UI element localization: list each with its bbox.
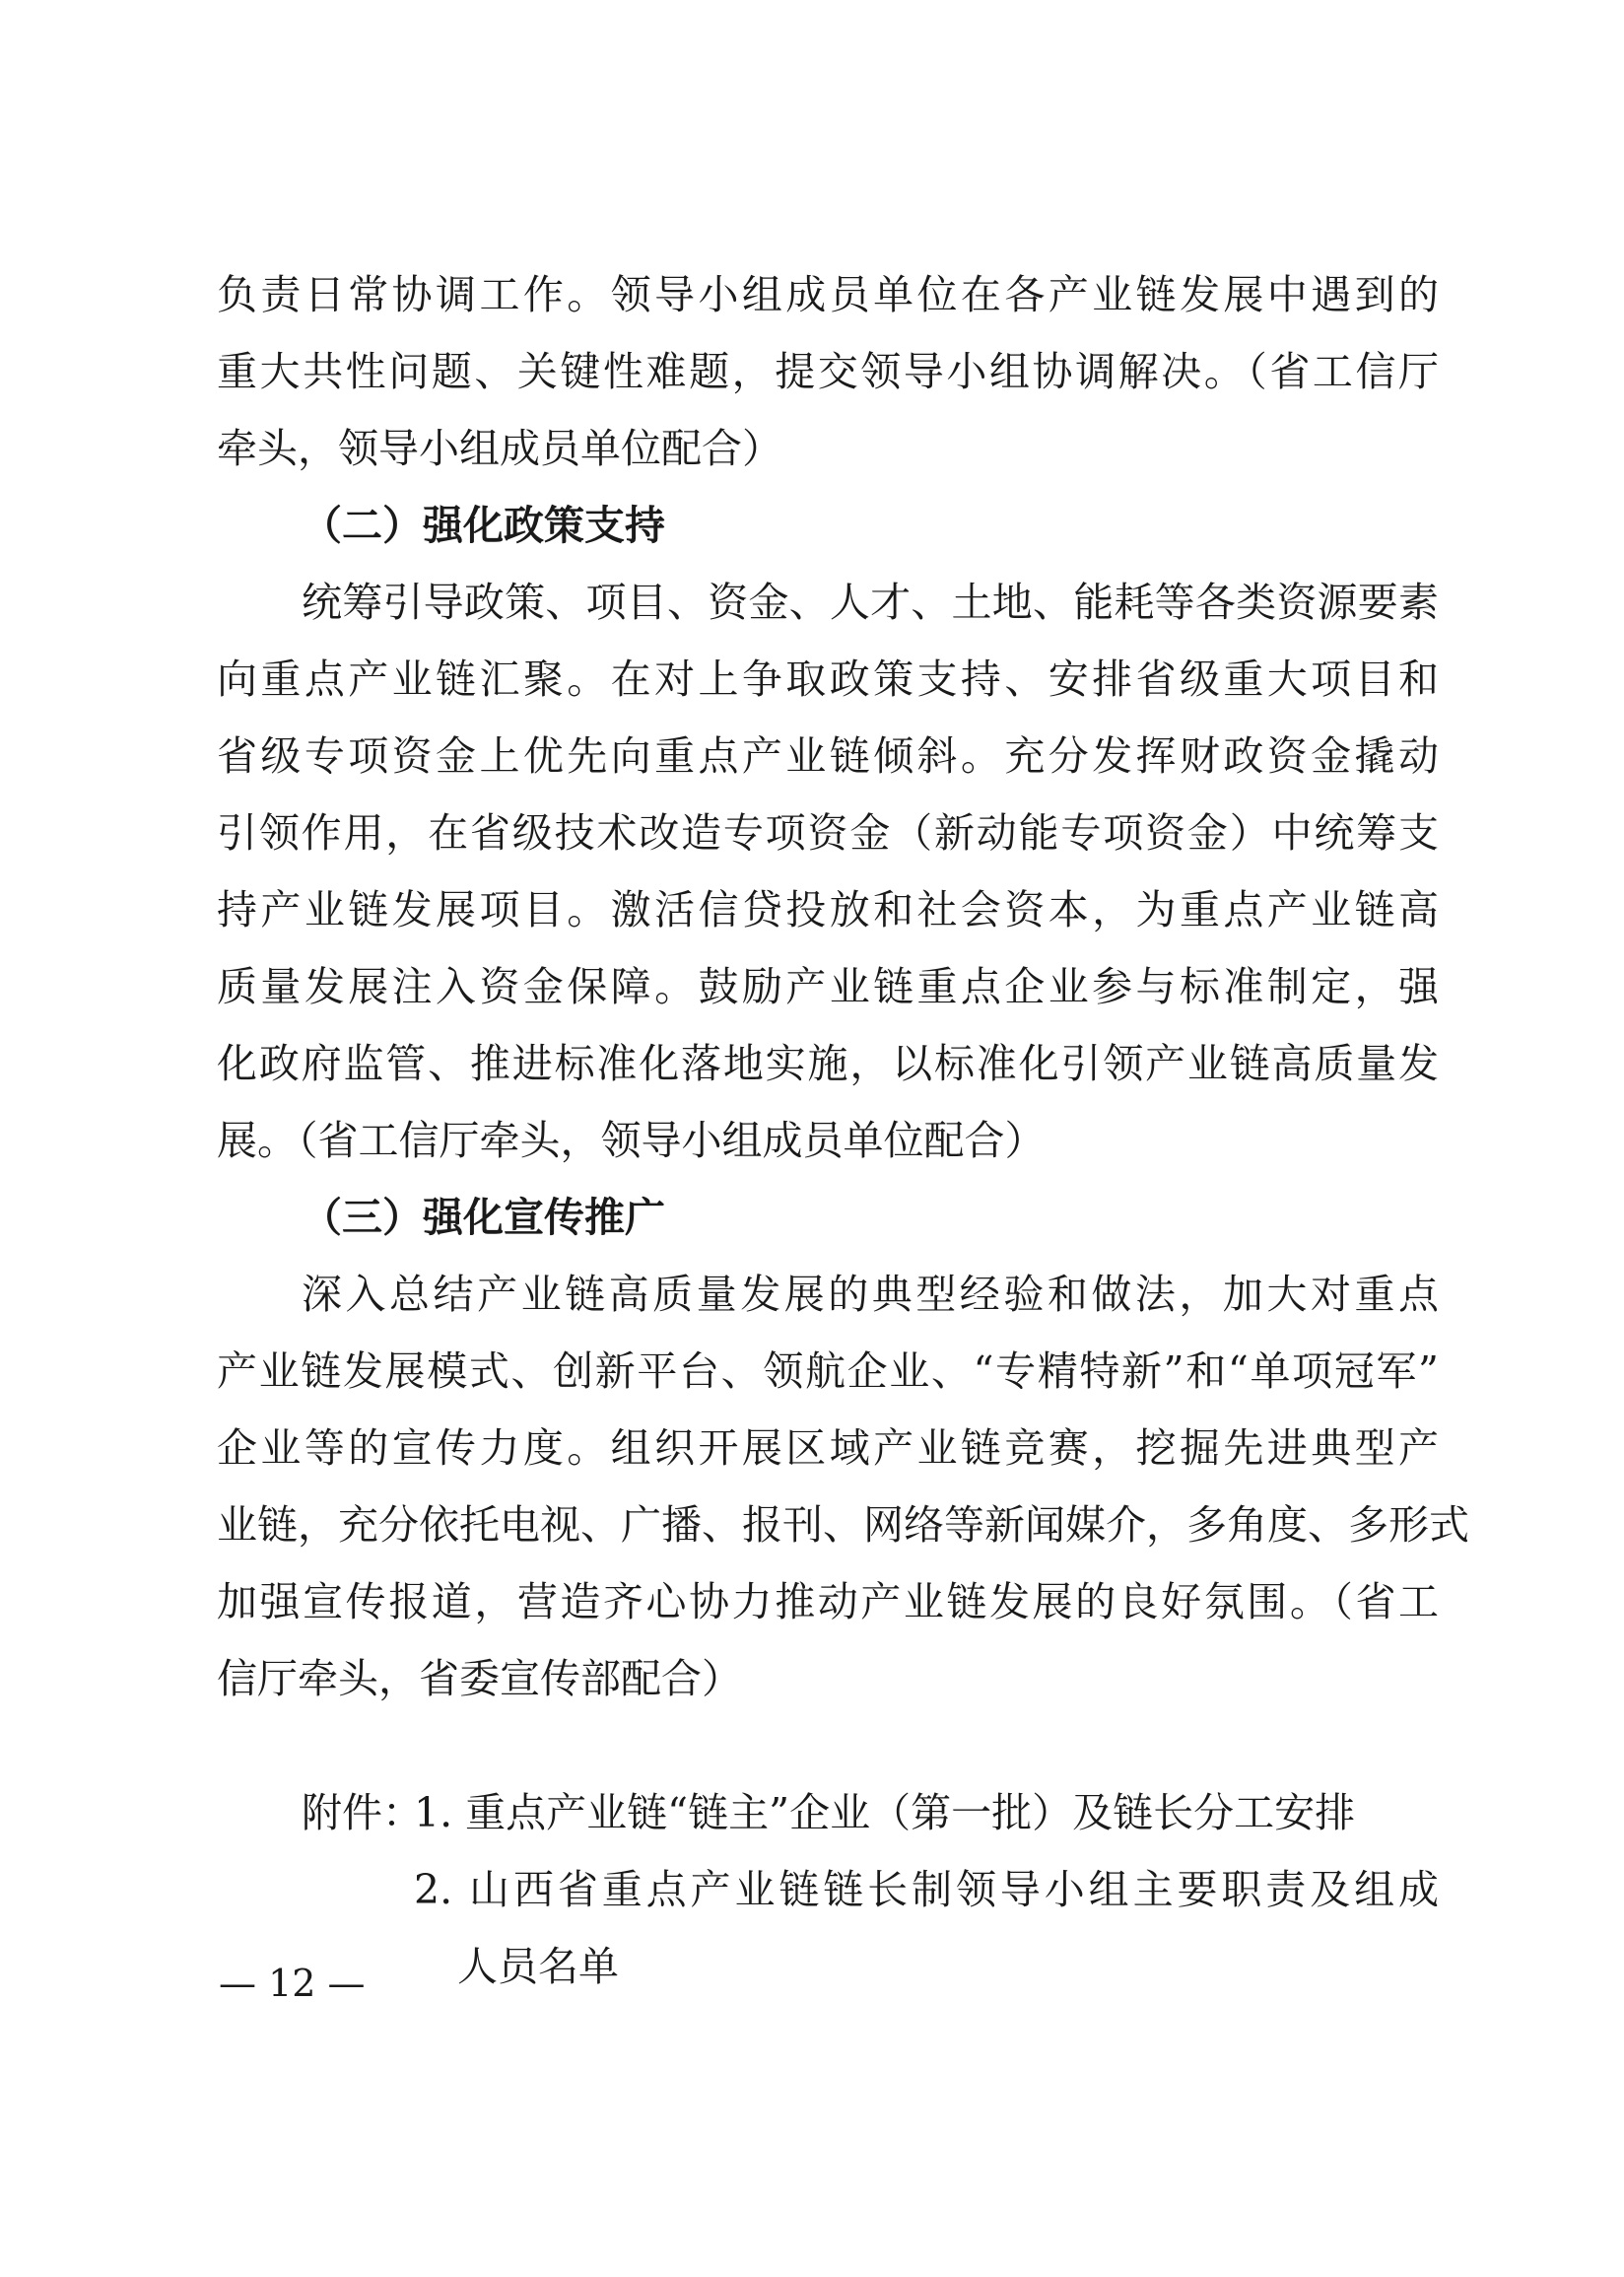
paragraph-1-line-1: 负责日常协调工作。领导小组成员单位在各产业链发展中遇到的: [217, 271, 1439, 318]
attachments-label: 附件：: [302, 1789, 423, 1836]
paragraph-1-line-2: 重大共性问题、关键性难题，提交领导小组协调解决。（省工信厅: [217, 348, 1439, 395]
section-2-line-7: 化政府监管、推进标准化落地实施，以标准化引领产业链高质量发: [217, 1040, 1439, 1087]
section-3-line-5: 加强宣传报道，营造齐心协力推动产业链发展的良好氛围。（省工: [217, 1578, 1439, 1625]
page-number: — 12 —: [219, 1962, 366, 2005]
paragraph-1-line-3: 牵头，领导小组成员单位配合）: [217, 425, 782, 472]
section-2-line-8: 展。（省工信厅牵头，领导小组成员单位配合）: [217, 1117, 1046, 1164]
attachment-item-2-line-1: 2. 山西省重点产业链链长制领导小组主要职责及组成: [414, 1866, 1439, 1913]
section-3-line-6: 信厅牵头，省委宣传部配合）: [217, 1655, 742, 1702]
section-2-heading: （二）强化政策支持: [302, 502, 665, 549]
section-2-line-5: 持产业链发展项目。激活信贷投放和社会资本，为重点产业链高: [217, 886, 1439, 933]
attachment-item-1: 1. 重点产业链“链主”企业（第一批）及链长分工安排: [414, 1789, 1356, 1836]
attachment-item-2-line-2: 人员名单: [457, 1943, 619, 1990]
section-3-line-3: 企业等的宣传力度。组织开展区域产业链竞赛，挖掘先进典型产: [217, 1424, 1439, 1472]
section-2-line-4: 引领作用，在省级技术改造专项资金（新动能专项资金）中统筹支: [217, 809, 1439, 857]
section-2-line-3: 省级专项资金上优先向重点产业链倾斜。充分发挥财政资金撬动: [217, 732, 1439, 780]
section-2-line-1: 统筹引导政策、项目、资金、人才、土地、能耗等各类资源要素: [302, 579, 1439, 626]
section-3-line-4: 业链，充分依托电视、广播、报刊、网络等新闻媒介，多角度、多形式: [217, 1501, 1469, 1549]
section-3-line-1: 深入总结产业链高质量发展的典型经验和做法，加大对重点: [302, 1271, 1439, 1318]
section-2-line-2: 向重点产业链汇聚。在对上争取政策支持、安排省级重大项目和: [217, 656, 1439, 703]
section-3-line-2: 产业链发展模式、创新平台、领航企业、“专精特新”和“单项冠军”: [217, 1347, 1439, 1395]
section-2-line-6: 质量发展注入资金保障。鼓励产业链重点企业参与标准制定，强: [217, 963, 1439, 1010]
section-3-heading: （三）强化宣传推广: [302, 1194, 665, 1241]
